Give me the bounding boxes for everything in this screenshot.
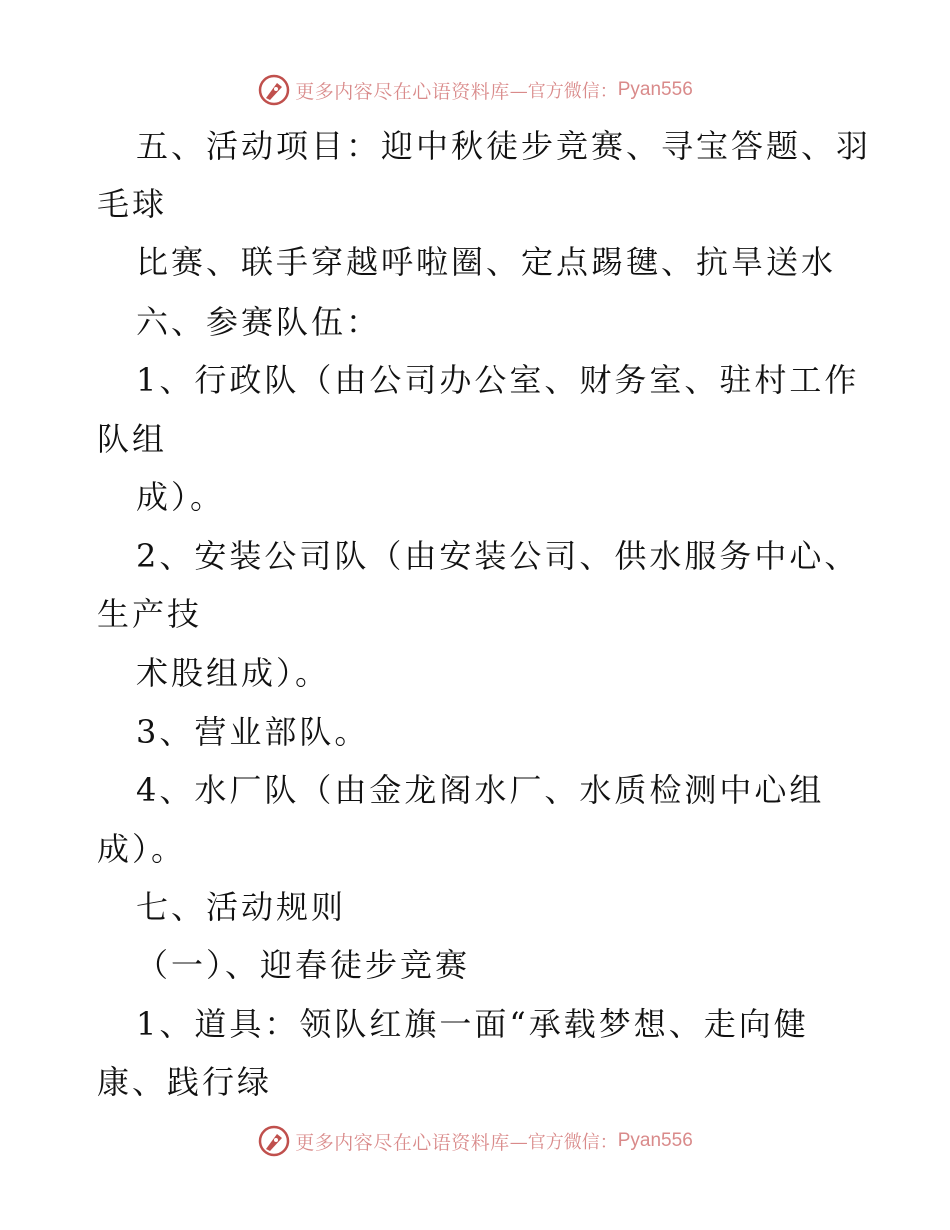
pen-nib-logo-icon xyxy=(257,1124,291,1158)
pen-nib-logo-icon xyxy=(257,73,291,107)
header-watermark xyxy=(0,70,950,110)
watermark-wechat-id: Pyan556 xyxy=(617,79,693,100)
text-line: 队组 xyxy=(97,420,168,458)
text-line: 3、营业部队。 xyxy=(136,713,370,751)
text-line: 五、活动项目：迎中秋徒步竞赛、寻宝答题、羽 xyxy=(136,127,872,165)
text-line: 2、安装公司队（由安装公司、供水服务中心、 xyxy=(136,537,860,575)
text-line: 1、道具：领队红旗一面“承载梦想、走向健 xyxy=(136,1005,809,1043)
text-line: 生产技 xyxy=(97,595,203,633)
text-line: 术股组成）。 xyxy=(136,654,331,692)
text-line: 4、水厂队（由金龙阁水厂、水质检测中心组 xyxy=(136,771,825,809)
watermark-text: 更多内容尽在心语资料库 xyxy=(295,80,510,103)
text-line: 1、行政队（由公司办公室、财务室、驻村工作 xyxy=(136,361,860,399)
watermark-suffix: —官方微信： xyxy=(509,81,618,102)
watermark-text: 更多内容尽在心语资料库 xyxy=(295,1131,510,1154)
text-line: 成）。 xyxy=(136,478,226,516)
text-line: 六、参赛队伍： xyxy=(136,303,382,341)
text-line: 康、践行绿 xyxy=(97,1063,273,1101)
text-line: 毛球 xyxy=(97,185,168,223)
text-line: 七、活动规则 xyxy=(136,888,347,926)
watermark-wechat-id: Pyan556 xyxy=(617,1130,693,1151)
text-line: 比赛、联手穿越呼啦圈、定点踢毽、抗旱送水 xyxy=(136,243,837,281)
footer-watermark xyxy=(0,1121,950,1161)
text-line: （一）、迎春徒步竞赛 xyxy=(136,946,471,984)
text-line: 成）。 xyxy=(97,830,187,868)
watermark-suffix: —官方微信： xyxy=(509,1132,618,1153)
